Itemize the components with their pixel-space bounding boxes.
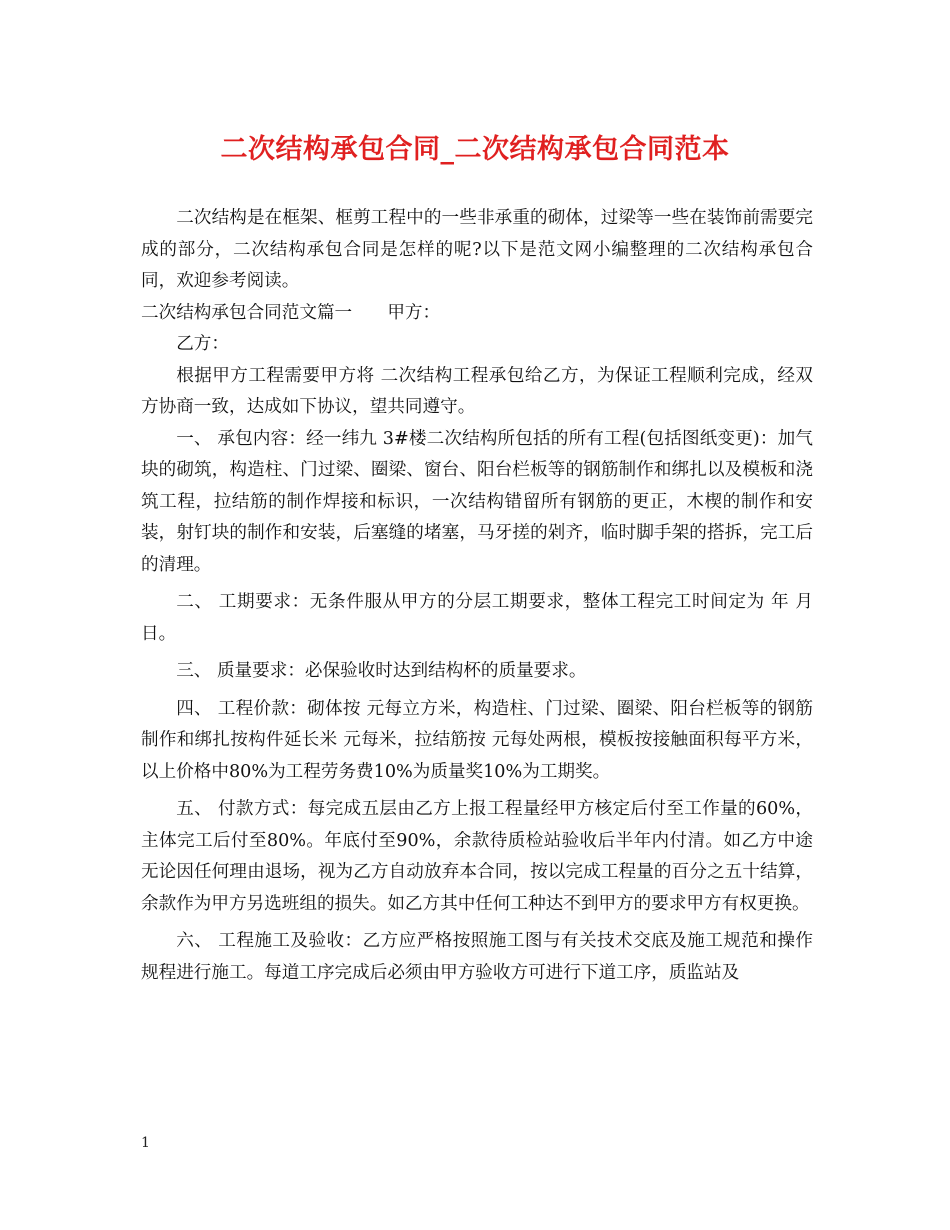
- clause-4-price: 四、 工程价款：砌体按 元每立方米，构造柱、门过梁、圈梁、阳台栏板等的钢筋制作和绑扎按构件延长米 元每米，拉结筋按 元每处两根，模板按接触面积每平方米，以上价格中80%为工程劳务费10%为质量奖10%为工期奖。: [141, 698, 813, 782]
- clause-5-payment: 五、 付款方式：每完成五层由乙方上报工程量经甲方核定后付至工作量的60%，主体完工后付至80%。年底付至90%，余款待质检站验收后半年内付清。如乙方中途无论因任何理由退场，视为乙方自动放弃本合同，按以完成工程量的百分之五十结算，余款作为甲方另选班组的损失。如乙方其中任何工种达不到甲方的要求甲方有权更换。: [141, 799, 813, 914]
- section-heading: 二次结构承包合同范文篇一 甲方：: [141, 302, 441, 323]
- agreement-paragraph: 根据甲方工程需要甲方将 二次结构工程承包给乙方，为保证工程顺利完成，经双方协商一致，达成如下协议，望共同遵守。: [141, 365, 813, 417]
- party-b-line: 乙方：: [176, 334, 229, 354]
- page-number: 1: [141, 1135, 150, 1151]
- document-body: [141, 203, 813, 989]
- clause-6-inspection: 六、 工程施工及验收：乙方应严格按照施工图与有关技术交底及施工规范和操作规程进行施工。每道工序完成后必须由甲方验收方可进行下道工序，质监站及: [141, 931, 813, 983]
- intro-paragraph: 二次结构是在框架、框剪工程中的一些非承重的砌体，过梁等一些在装饰前需要完成的部分，二次结构承包合同是怎样的呢?以下是范文网小编整理的二次结构承包合同，欢迎参考阅读。: [141, 208, 813, 291]
- clause-3-quality: 三、 质量要求：必保验收时达到结构杯的质量要求。: [176, 661, 587, 681]
- clause-1-scope: 一、 承包内容：经一纬九 3#楼二次结构所包括的所有工程(包括图纸变更)：加气块的砌筑，构造柱、门过梁、圈梁、窗台、阳台栏板等的钢筋制作和绑扎以及模板和浇筑工程，拉结筋的制作焊接和标识，一次结构错留所有钢筋的更正，木楔的制作和安装，射钉块的制作和安装，后塞缝的堵塞，马牙搓的剁齐，临时脚手架的搭拆，完工后的清理。: [141, 428, 813, 575]
- document-title: 二次结构承包合同_二次结构承包合同范本: [220, 134, 730, 165]
- clause-2-schedule: 二、 工期要求：无条件服从甲方的分层工期要求，整体工程完工时间定为 年 月 日。: [141, 592, 814, 644]
